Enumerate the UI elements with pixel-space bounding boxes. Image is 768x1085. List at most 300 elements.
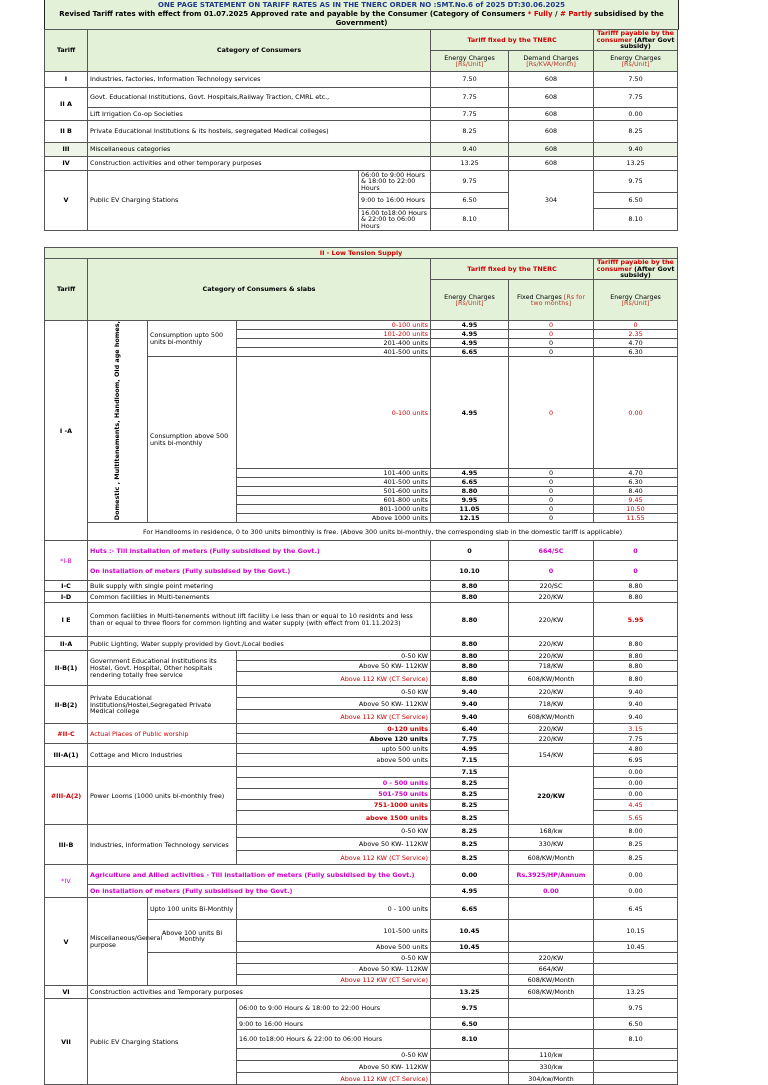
lt-energy: 0.00 xyxy=(431,865,509,885)
ht-payable-energy: 7.75 xyxy=(594,88,678,108)
lt-iiia1-row xyxy=(45,744,678,754)
lt-fixed: 220/KW xyxy=(509,953,594,964)
lt-payable-energy: 8.10 xyxy=(594,1030,678,1049)
lt-energy: 4.95 xyxy=(431,339,509,348)
lt-slab: Above 50 KW- 112KW xyxy=(237,1061,431,1073)
lt-energy: 8.80 xyxy=(431,581,509,592)
lt-category: Common facilities in Multi-tenements without lift facility i.e less than or equal to 10 residnts and less than or equal to three floors for common lighting and water supply (with effect from 01.11.2023) xyxy=(88,603,431,637)
ht-payable-energy-unit: [Rs/Unit] xyxy=(621,60,650,69)
lt-slab-group-empty xyxy=(148,953,237,986)
ht-header-tariff: Tariff xyxy=(45,30,88,72)
ht-energy: 13.25 xyxy=(431,157,509,171)
lt-category: Public EV Charging Stations xyxy=(88,999,237,1085)
lt-category: Government Educational Institutions its Hostel, Govt. Hospital, Other hospitals rendering totally free service xyxy=(88,651,237,686)
lt-fixed: 608/KW/Month xyxy=(509,710,594,724)
lt-huts-row xyxy=(45,561,678,581)
lt-slab: Above 112 KW (CT Service) xyxy=(237,1073,431,1085)
lt-payable-energy: 11.55 xyxy=(594,514,678,523)
ht-energy: 8.10 xyxy=(431,209,509,231)
lt-energy: 8.80 xyxy=(431,592,509,603)
lt-fixed: 0 xyxy=(509,339,594,348)
lt-category: On installation of meters (Fully subsidised by the Govt.) xyxy=(88,885,431,898)
page-subtitle xyxy=(44,10,679,29)
subtitle-prefix: Revised Tariff rates with effect from 01.07.2025 Approved rate and payable by the Consumer (Category of Consumers xyxy=(59,10,528,18)
ht-tariff-code: II A xyxy=(45,88,88,121)
lt-category: On installation of meters (Fully subsidsed by the Govt.) xyxy=(88,561,431,581)
lt-payable-energy: 0 xyxy=(594,541,678,561)
ht-tariff-code: IV xyxy=(45,157,88,171)
lt-payable-energy: 6.50 xyxy=(594,1018,678,1030)
lt-header-payable-energy xyxy=(594,280,678,321)
lt-energy: 4.95 xyxy=(431,744,509,754)
ht-demand: 304 xyxy=(509,171,594,231)
lt-energy: 6.65 xyxy=(431,478,509,487)
lt-slab: 501-600 units xyxy=(237,487,431,496)
lt-header-payable-note: (After Govt subsidy) xyxy=(620,264,675,280)
lt-payable-energy: 0.00 xyxy=(594,778,678,789)
lt-slab-group: Consumption upto 500 units bi-monthly xyxy=(148,321,237,357)
ht-energy-unit: [Rs/Unit] xyxy=(455,60,484,69)
lt-fixed: 220/SC xyxy=(509,581,594,592)
lt-slab: 0-100 units xyxy=(237,321,431,330)
lt-payable-energy: 8.80 xyxy=(594,651,678,661)
lt-payable-energy: 8.25 xyxy=(594,851,678,865)
lt-energy: 8.80 xyxy=(431,672,509,686)
lt-fixed: 0 xyxy=(509,505,594,514)
lt-fixed: 220/KW xyxy=(509,767,594,825)
lt-payable-energy: 5.65 xyxy=(594,811,678,825)
lt-energy: 6.65 xyxy=(431,348,509,357)
lt-fixed xyxy=(509,920,594,942)
lt-energy: 6.50 xyxy=(431,1018,509,1030)
lt-fixed: 220/KW xyxy=(509,734,594,744)
lt-tariff-code: #III-A(2) xyxy=(45,767,88,825)
lt-slab-group: Above 100 units Bi Monthly xyxy=(148,920,237,953)
ht-row xyxy=(45,88,678,108)
lt-fixed: 220/KW xyxy=(509,686,594,698)
lt-tariff-code: III-A(1) xyxy=(45,744,88,767)
lt-slab: 801-1000 units xyxy=(237,505,431,514)
lt-fixed xyxy=(509,1018,594,1030)
lt-energy: 8.25 xyxy=(431,789,509,800)
lt-handloom-note: For Handlooms in residence, 0 to 300 units bimonthly is free. (Above 300 units bi-monthly, the corresponding slab in the domestic tariff is applicable) xyxy=(88,523,678,541)
lt-misc-row xyxy=(45,898,678,920)
ht-energy: 7.75 xyxy=(431,108,509,121)
lt-slab: Above 500 units xyxy=(237,942,431,953)
ht-category: Public EV Charging Stations xyxy=(88,171,359,231)
lt-payable-energy xyxy=(594,1061,678,1073)
lt-energy-unit: [Rs/Unit] xyxy=(455,299,484,308)
lt-slab xyxy=(237,767,431,778)
lt-payable-energy: 0.00 xyxy=(594,789,678,800)
ht-payable-energy: 7.50 xyxy=(594,72,678,88)
lt-header-tariff: Tariff xyxy=(45,259,88,321)
ht-category: Construction activities and other temporary purposes xyxy=(88,157,431,171)
lt-row xyxy=(45,581,678,592)
lt-slab: 0-50 KW xyxy=(237,686,431,698)
ht-time-slot: 16.00 to18:00 Hours & 22:00 to 06:00 Hours xyxy=(359,209,431,231)
lt-fixed: 608/KW/Month xyxy=(509,672,594,686)
lt-energy: 9.40 xyxy=(431,710,509,724)
lt-tariff-code: VI xyxy=(45,986,88,999)
ht-demand: 608 xyxy=(509,72,594,88)
lt-payable-energy: 6.30 xyxy=(594,478,678,487)
lt-energy xyxy=(431,975,509,986)
lt-tariff-code: II-B(2) xyxy=(45,686,88,724)
lt-header-payable xyxy=(594,259,678,280)
lt-energy: 7.15 xyxy=(431,754,509,767)
lt-payable-energy: 10.15 xyxy=(594,920,678,942)
lt-energy: 8.10 xyxy=(431,1030,509,1049)
ht-demand: 608 xyxy=(509,157,594,171)
lt-payable-energy: 9.40 xyxy=(594,710,678,724)
lt-payable-energy: 8.80 xyxy=(594,592,678,603)
lt-slab: above 500 units xyxy=(237,754,431,767)
ht-payable-energy: 0.00 xyxy=(594,108,678,121)
lt-fixed: 0 xyxy=(509,357,594,469)
lt-category: Agriculture and Allied activities - Till installation of meters (Fully subsidised by the Govt.) xyxy=(88,865,431,885)
lt-row xyxy=(45,637,678,651)
lt-slab-group: Upto 100 units Bi-Monthly xyxy=(148,898,237,920)
lt-slab: 0-50 KW xyxy=(237,953,431,964)
lt-iic-row xyxy=(45,724,678,734)
lt-category: Bulk supply with single point metering xyxy=(88,581,431,592)
lt-tariff-code: I E xyxy=(45,603,88,637)
lt-payable-energy-unit: [Rs/Unit] xyxy=(621,299,650,308)
lt-slab: Above 50 KW- 112KW xyxy=(237,661,431,672)
lt-payable-energy: 8.80 xyxy=(594,637,678,651)
lt-payable-energy: 4.45 xyxy=(594,800,678,811)
lt-energy: 9.95 xyxy=(431,496,509,505)
lt-slab: Above 50 KW- 112KW xyxy=(237,964,431,975)
lt-fixed: 304/kw/Month xyxy=(509,1073,594,1085)
lt-payable-energy: 8.40 xyxy=(594,487,678,496)
lt-energy: 9.40 xyxy=(431,686,509,698)
lt-category: Huts :- Till installation of meters (Fully subsidised by the Govt.) xyxy=(88,541,431,561)
ht-payable-energy-label: Energy Charges xyxy=(610,53,661,62)
lt-fixed: 0 xyxy=(509,469,594,478)
ht-row xyxy=(45,121,678,143)
lt-slab: Above 50 KW- 112KW xyxy=(237,838,431,851)
lt-tariff-code: VII xyxy=(45,999,88,1085)
lt-energy xyxy=(431,1049,509,1061)
lt-payable-energy xyxy=(594,953,678,964)
lt-domestic-label xyxy=(88,321,148,523)
lt-payable-energy: 4.70 xyxy=(594,339,678,348)
lt-energy: 12.15 xyxy=(431,514,509,523)
lt-energy xyxy=(431,1073,509,1085)
ht-demand: 608 xyxy=(509,88,594,108)
ht-header-payable xyxy=(594,30,678,51)
lt-header-payable-text: Tarifff payable by the consumer xyxy=(596,258,674,273)
lt-fixed: 168/kw xyxy=(509,825,594,838)
lt-energy: 10.45 xyxy=(431,920,509,942)
lt-energy-label: Energy Charges xyxy=(444,292,495,301)
ht-energy-label: Energy Charges xyxy=(444,53,495,62)
lt-energy: 10.45 xyxy=(431,942,509,953)
ht-tariff-code: V xyxy=(45,171,88,231)
lt-fixed: 220/KW xyxy=(509,651,594,661)
lt-payable-energy: 4.80 xyxy=(594,744,678,754)
ht-row xyxy=(45,108,678,121)
ht-header-demand xyxy=(509,51,594,72)
lt-agri-row xyxy=(45,885,678,898)
ht-energy: 8.25 xyxy=(431,121,509,143)
lt-energy xyxy=(431,953,509,964)
lt-payable-energy-label: Energy Charges xyxy=(610,292,661,301)
lt-slab: above 1500 units xyxy=(237,811,431,825)
lt-payable-energy: 10.45 xyxy=(594,942,678,953)
ht-header-payable-note: (After Govt subsidy) xyxy=(620,35,675,51)
lt-tariff-code: II-A xyxy=(45,637,88,651)
lt-body xyxy=(45,321,678,1085)
lt-payable-energy: 8.00 xyxy=(594,825,678,838)
lt-slab: 0-120 units xyxy=(237,724,431,734)
ht-header-category: Category of Consumers xyxy=(88,30,431,72)
subtitle-fully: * Fully xyxy=(527,10,553,18)
ht-energy: 6.50 xyxy=(431,193,509,209)
ht-tariff-code: II B xyxy=(45,121,88,143)
lt-energy: 8.80 xyxy=(431,637,509,651)
lt-category: Cottage and Micro Industries xyxy=(88,744,237,767)
lt-slab: 0 - 500 units xyxy=(237,778,431,789)
lt-slab: 0-50 KW xyxy=(237,1049,431,1061)
lt-header-category: Category of Consumers & slabs xyxy=(88,259,431,321)
lt-fixed: 220/KW xyxy=(509,603,594,637)
lt-fixed: 330/KW xyxy=(509,838,594,851)
ht-row xyxy=(45,143,678,157)
lt-header-energy xyxy=(431,280,509,321)
lt-tariff-code: I -A xyxy=(45,321,88,541)
ht-category: Industries, factories, Information Technology services xyxy=(88,72,431,88)
lt-slab: Above 112 KW (CT Service) xyxy=(237,851,431,865)
lt-tariff-code: *IV xyxy=(45,865,88,898)
lt-payable-energy: 6.45 xyxy=(594,898,678,920)
lt-fixed: 110/kw xyxy=(509,1049,594,1061)
lt-energy: 4.95 xyxy=(431,357,509,469)
ht-row xyxy=(45,157,678,171)
lt-category: Public Lighting, Water supply provided by Govt./Local bodies xyxy=(88,637,431,651)
lt-row xyxy=(45,603,678,637)
lt-fixed: 0 xyxy=(509,561,594,581)
lt-energy xyxy=(431,964,509,975)
lt-slab: Above 120 units xyxy=(237,734,431,744)
lt-category: Private Educational Institutions/Hostel,Segregated Private Medical college xyxy=(88,686,237,724)
ht-energy: 7.50 xyxy=(431,72,509,88)
lt-payable-energy: 8.80 xyxy=(594,672,678,686)
lt-payable-energy xyxy=(594,964,678,975)
lt-fixed: 0 xyxy=(509,487,594,496)
lt-fixed: 220/KW xyxy=(509,724,594,734)
lt-energy: 8.80 xyxy=(431,603,509,637)
lt-energy: 8.25 xyxy=(431,825,509,838)
lt-note-row xyxy=(45,523,678,541)
lt-slab: 501-750 units xyxy=(237,789,431,800)
lt-energy: 6.65 xyxy=(431,898,509,920)
lt-fixed: 608/KW/Month xyxy=(509,986,594,999)
lt-fixed xyxy=(509,1030,594,1049)
lt-energy xyxy=(431,1061,509,1073)
lt-fixed xyxy=(509,898,594,920)
lt-energy: 4.95 xyxy=(431,330,509,339)
lt-slab: Above 112 KW (CT Service) xyxy=(237,672,431,686)
lt-tariff-code: III-B xyxy=(45,825,88,865)
lt-energy: 7.15 xyxy=(431,767,509,778)
subtitle-partly: # Partly xyxy=(560,10,592,18)
lt-payable-energy: 0 xyxy=(594,561,678,581)
ht-time-slot: 9:00 to 16:00 Hours xyxy=(359,193,431,209)
lt-fixed: 664/SC xyxy=(509,541,594,561)
lt-payable-energy: 10.50 xyxy=(594,505,678,514)
lt-fixed: 0 xyxy=(509,514,594,523)
lt-huts-row xyxy=(45,541,678,561)
lt-energy: 8.25 xyxy=(431,811,509,825)
subtitle-sep: / xyxy=(552,10,561,18)
ht-category: Private Educational Institutions & its hostels, segregated Medical colleges) xyxy=(88,121,431,143)
lt-energy: 8.25 xyxy=(431,838,509,851)
lt-fixed: 0 xyxy=(509,321,594,330)
lt-energy: 8.80 xyxy=(431,661,509,672)
ht-demand: 608 xyxy=(509,108,594,121)
lt-section-title: II - Low Tension Supply xyxy=(45,248,678,259)
lt-tariff-code: #II-C xyxy=(45,724,88,744)
lt-slab: 0-100 units xyxy=(237,357,431,469)
lt-slab: Above 112 KW (CT Service) xyxy=(237,710,431,724)
lt-slab: 201-400 units xyxy=(237,339,431,348)
lt-fixed: 0 xyxy=(509,330,594,339)
lt-payable-energy: 9.75 xyxy=(594,999,678,1018)
ht-category: Lift Irrigation Co-op Societies xyxy=(88,108,431,121)
lt-category: Miscellaneous/General purpose xyxy=(88,898,148,986)
lt-slab: Above 50 KW- 112KW xyxy=(237,698,431,710)
lt-category: Common facilities in Multi-tenements xyxy=(88,592,431,603)
ht-category: Govt. Educational Institutions, Govt. Hospitals,Railway Traction, CMRL etc., xyxy=(88,88,431,108)
ht-header-energy xyxy=(431,51,509,72)
lt-payable-energy: 0.00 xyxy=(594,357,678,469)
lt-energy: 4.95 xyxy=(431,321,509,330)
lt-payable-energy: 8.80 xyxy=(594,661,678,672)
lt-category: Industries, Information Technology services xyxy=(88,825,237,865)
ht-category: Miscellaneous categories xyxy=(88,143,431,157)
lt-time-slot: 16.00 to18:00 Hours & 22:00 to 06:00 Hours xyxy=(237,1030,431,1049)
lt-payable-energy: 9.40 xyxy=(594,698,678,710)
lt-energy: 6.40 xyxy=(431,724,509,734)
ht-payable-energy: 8.25 xyxy=(594,121,678,143)
lt-tariff-code: I-D xyxy=(45,592,88,603)
lt-fixed: 718/KW xyxy=(509,698,594,710)
lt-construction-row xyxy=(45,986,678,999)
lt-energy: 9.40 xyxy=(431,698,509,710)
lt-energy: 11.05 xyxy=(431,505,509,514)
ht-header-payable-text: Tarifff payable by the consumer xyxy=(596,29,674,44)
lt-row xyxy=(45,592,678,603)
lt-energy: 8.25 xyxy=(431,851,509,865)
lt-fixed xyxy=(509,999,594,1018)
lt-slab: 0-50 KW xyxy=(237,651,431,661)
lt-energy: 10.10 xyxy=(431,561,509,581)
lt-fixed: 330/kw xyxy=(509,1061,594,1073)
lt-category: Power Looms (1000 units bi-monthly free) xyxy=(88,767,237,825)
ht-header-payable-energy xyxy=(594,51,678,72)
lt-payable-energy: 9.40 xyxy=(594,686,678,698)
lt-fixed: 154/KW xyxy=(509,744,594,767)
lt-time-slot: 9:00 to 16:00 Hours xyxy=(237,1018,431,1030)
lt-energy: 8.80 xyxy=(431,487,509,496)
lt-payable-energy xyxy=(594,975,678,986)
lt-tariff-code: II-B(1) xyxy=(45,651,88,686)
lt-payable-energy: 7.75 xyxy=(594,734,678,744)
ht-demand-unit: [Rs/KVA/Month] xyxy=(526,60,576,69)
ht-body xyxy=(45,72,678,231)
lt-tariff-code: I-C xyxy=(45,581,88,592)
lt-fc-unit: [Rs for two months] xyxy=(530,292,585,308)
ht-payable-energy: 13.25 xyxy=(594,157,678,171)
lt-payable-energy: 0.00 xyxy=(594,767,678,778)
lt-fixed: 0 xyxy=(509,348,594,357)
lt-energy: 4.95 xyxy=(431,469,509,478)
lt-slab: 101-500 units xyxy=(237,920,431,942)
subtitle-suffix: subsidised by the Government) xyxy=(335,10,664,27)
lt-fixed: 0 xyxy=(509,496,594,505)
ht-row xyxy=(45,72,678,88)
lt-ev-row xyxy=(45,999,678,1018)
lt-iiib-row xyxy=(45,825,678,838)
lt-energy: 7.75 xyxy=(431,734,509,744)
lt-time-slot: 06:00 to 9:00 Hours & 18:00 to 22:00 Hours xyxy=(237,999,431,1018)
lt-energy: 8.80 xyxy=(431,651,509,661)
ht-tariff-code: I xyxy=(45,72,88,88)
lt-header-fixed: Tariff fixed by the TNERC xyxy=(431,259,594,280)
lt-slab: upto 500 units xyxy=(237,744,431,754)
lt-slab: 751-1000 units xyxy=(237,800,431,811)
lt-payable-energy: 4.70 xyxy=(594,469,678,478)
lt-payable-energy xyxy=(594,1049,678,1061)
lt-payable-energy: 5.95 xyxy=(594,603,678,637)
lt-slab: 601-800 units xyxy=(237,496,431,505)
lt-fixed: 608/KW/Month xyxy=(509,975,594,986)
vertical-label: Domestic , Multitenements, Handloom, Old age homes, xyxy=(113,321,122,521)
ht-energy: 9.75 xyxy=(431,171,509,193)
lt-payable-energy: 6.30 xyxy=(594,348,678,357)
ht-payable-energy: 8.10 xyxy=(594,209,678,231)
lt-slab: 101-200 units xyxy=(237,330,431,339)
lt-slab: Above 112 KW (CT Service) xyxy=(237,975,431,986)
lt-fixed: 0 xyxy=(509,478,594,487)
lt-iib1-row xyxy=(45,651,678,661)
lt-energy: 0 xyxy=(431,541,509,561)
lt-energy: 9.75 xyxy=(431,999,509,1018)
lt-fixed: 664/KW xyxy=(509,964,594,975)
lt-category: Actual Places of Public worship xyxy=(88,724,237,744)
lt-energy: 4.95 xyxy=(431,885,509,898)
ht-time-slot: 06:00 to 9:00 Hours & 18:00 to 22:00 Hours xyxy=(359,171,431,193)
lt-category: Construction activities and Temporary purposes xyxy=(88,986,431,999)
ht-tariff-code: III xyxy=(45,143,88,157)
ht-energy: 7.75 xyxy=(431,88,509,108)
lt-payable-energy: 0.00 xyxy=(594,865,678,885)
lt-agri-row xyxy=(45,865,678,885)
lt-tariff-table xyxy=(44,247,678,1085)
lt-payable-energy: 2.35 xyxy=(594,330,678,339)
lt-payable-energy xyxy=(594,1073,678,1085)
lt-fc-label: Fixed Charges xyxy=(517,292,564,301)
lt-fixed xyxy=(509,942,594,953)
lt-payable-energy: 13.25 xyxy=(594,986,678,999)
lt-energy: 8.25 xyxy=(431,778,509,789)
lt-fixed: Rs.3925/HP/Annum xyxy=(509,865,594,885)
lt-slab: 0 - 100 units xyxy=(237,898,431,920)
lt-iib2-row xyxy=(45,686,678,698)
